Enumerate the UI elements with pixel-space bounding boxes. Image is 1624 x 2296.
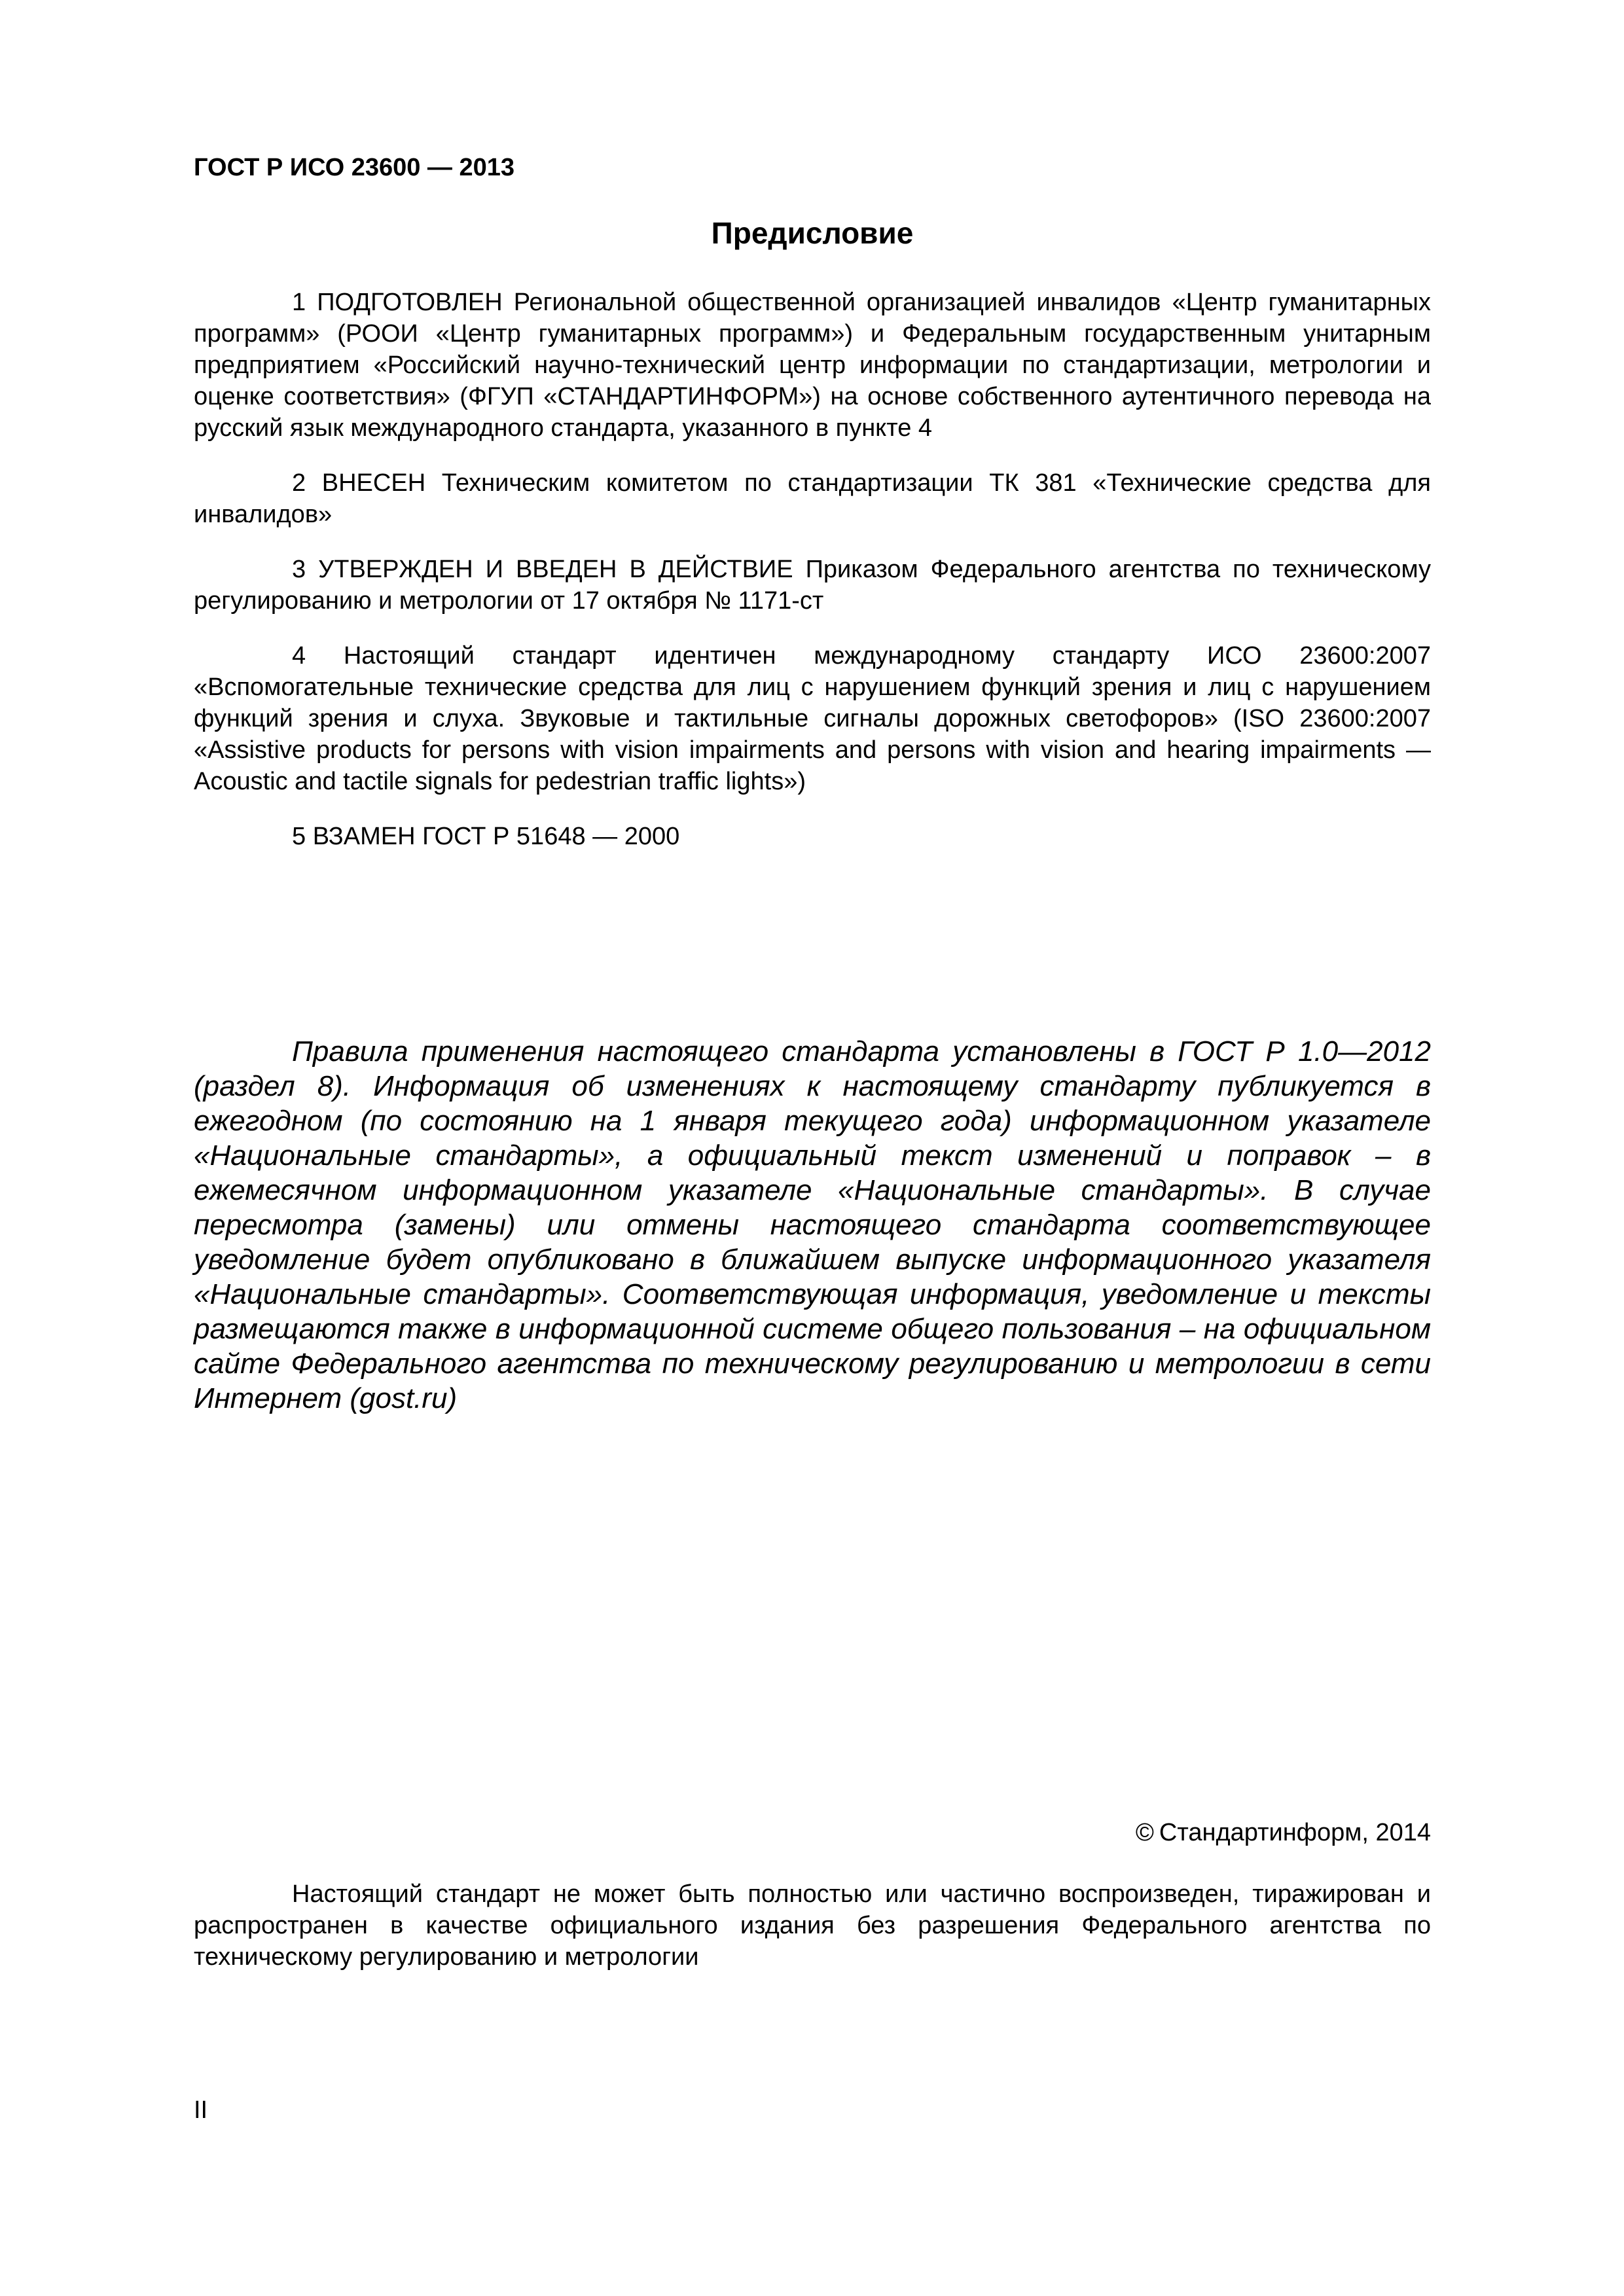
copyright-icon: ©: [1135, 1819, 1154, 1846]
preface-item-1: 1 ПОДГОТОВЛЕН Региональной общественной организацией инвалидов «Центр гуманитарных программ» (РООИ «Центр гуманитарных программ») и Федеральным государственным унитарным предприятием «Российский научно-технический центр информации по стандартизации, метрологии и оценке соответствия» (ФГУП «СТАНДАРТИНФОРМ») на основе собственного аутентичного перевода на русский язык международного стандарта, указанного в пункте 4: [194, 289, 1431, 442]
reproduction-notice: Настоящий стандарт не может быть полностью или частично воспроизведен, тиражирован и распространен в качестве официального издания без разрешения Федерального агентства по техническому регулированию и метрологии: [194, 1880, 1431, 1971]
preface-item-5: 5 ВЗАМЕН ГОСТ Р 51648 — 2000: [292, 823, 680, 850]
preface-item-4: 4 Настоящий стандарт идентичен международному стандарту ИСО 23600:2007 «Вспомогательные технические средства для лиц с нарушением функций зрения и лиц с нарушением функций зрения и слуха. Звуковые и тактильные сигналы дорожных светофоров» (ISO 23600:2007 «Assistive products for persons with vision impairments and persons with vision and hearing impairments — Acoustic and tactile signals for pedestrian traffic lights»): [194, 642, 1431, 795]
preface-item-3: 3 УТВЕРЖДЕН И ВВЕДЕН В ДЕЙСТВИЕ Приказом Федерального агентства по техническому регулированию и метрологии от 17 октября № 1171-ст: [194, 556, 1431, 615]
preface-item-2: 2 ВНЕСЕН Техническим комитетом по стандартизации ТК 381 «Технические средства для инвалидов»: [194, 469, 1431, 528]
copyright-text: Стандартинформ, 2014: [1159, 1819, 1431, 1846]
page-number: II: [194, 2096, 208, 2124]
copyright-line: [1136, 1817, 1431, 1848]
rules-notice: Правила применения настоящего стандарта установлены в ГОСТ Р 1.0—2012 (раздел 8). Информация об изменениях к настоящему стандарту публикуется в ежегодном (по состоянию на 1 января текущего года) информационном указателе «Национальные стандарты», а официальный текст изменений и поправок – в ежемесячном информационном указателе «Национальные стандарты». В случае пересмотра (замены) или отмены настоящего стандарта соответствующее уведомление будет опубликовано в ближайшем выпуске информационного указателя «Национальные стандарты». Соответствующая информация, уведомление и тексты размещаются также в информационной системе общего пользования – на официальном сайте Федерального агентства по техническому регулированию и метрологии в сети Интернет (gost.ru): [194, 1035, 1431, 1414]
page-title: Предисловие: [711, 216, 914, 250]
document-code-header: ГОСТ Р ИСО 23600 — 2013: [194, 154, 515, 181]
preface-section: [194, 287, 1431, 876]
